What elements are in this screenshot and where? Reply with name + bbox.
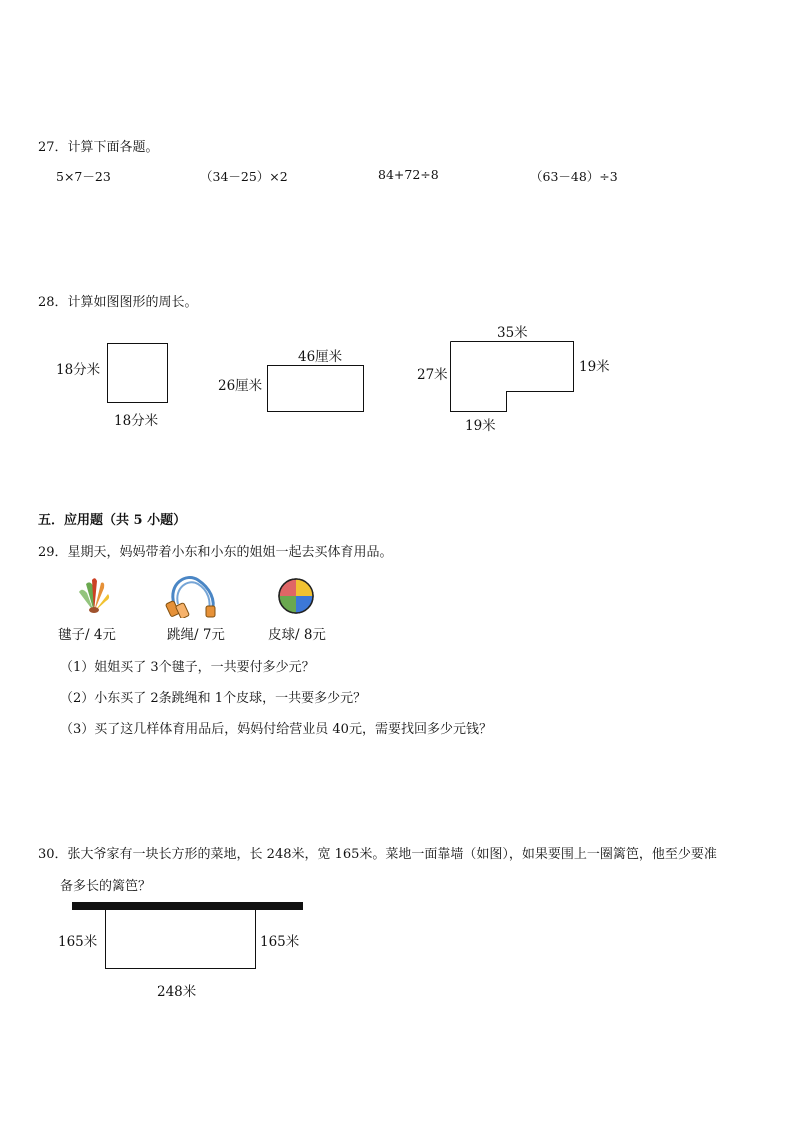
q27-expr-1: 5×7－23 [56,169,111,184]
q27-title: 27．计算下面各题。 [38,140,159,155]
l-shape-figure [448,339,576,414]
shape-left-label: 27米 [417,367,448,383]
jump-rope-icon [164,574,222,618]
q27-expr-4: （63－48）÷3 [530,169,618,184]
item-label-shuttlecock: 毽子/ 4元 [58,627,116,643]
shuttlecock-icon [74,574,114,616]
rect-top-label: 46厘米 [298,349,343,365]
q27-expr-3: 84+72÷8 [378,167,439,182]
shape-top-label: 35米 [497,325,528,341]
shape-bottom-label: 19米 [465,418,496,434]
q29-title: 29．星期天，妈妈带着小东和小东的姐姐一起去买体育用品。 [38,545,393,560]
rectangle-figure [267,365,364,412]
garden-right-label: 165米 [260,934,300,950]
square-left-label: 18分米 [56,362,101,378]
q29-sub-1: （1）姐姐买了 3个毽子，一共要付多少元？ [60,660,315,675]
shape-right-label: 19米 [579,359,610,375]
item-label-jump-rope: 跳绳/ 7元 [167,627,225,643]
ball-icon [276,576,316,616]
rect-left-label: 26厘米 [218,378,263,394]
square-bottom-label: 18分米 [114,413,159,429]
q27-expr-2: （34－25）×2 [200,169,288,184]
garden-bottom-label: 248米 [157,984,197,1000]
garden-left-label: 165米 [58,934,98,950]
q30-line-1: 30．张大爷家有一块长方形的菜地，长 248米，宽 165米。菜地一面靠墙（如图），如果要围上一圈篱笆，他至少要准 [38,847,717,862]
q29-sub-3: （3）买了这几样体育用品后，妈妈付给营业员 40元，需要找回多少元钱？ [60,722,492,737]
item-label-ball: 皮球/ 8元 [268,627,326,643]
garden-rectangle [105,909,256,969]
q30-line-2: 备多长的篱笆？ [60,879,152,894]
q28-title: 28．计算如图图形的周长。 [38,295,198,310]
square-figure [107,343,168,403]
section-title: 五．应用题（共 5 小题） [38,513,187,528]
q29-sub-2: （2）小东买了 2条跳绳和 1个皮球，一共要多少元？ [60,691,367,706]
